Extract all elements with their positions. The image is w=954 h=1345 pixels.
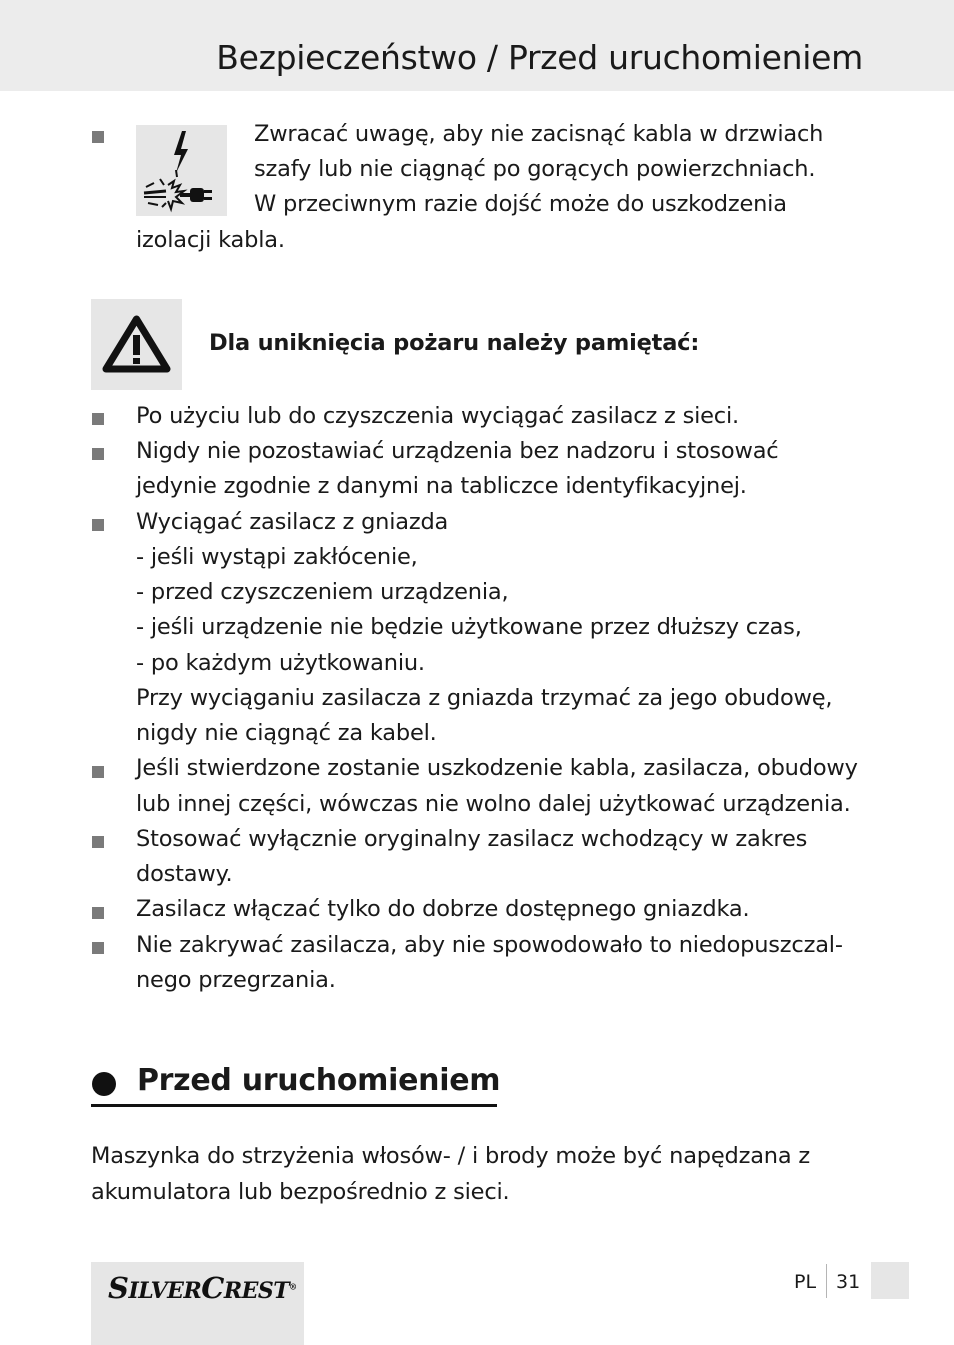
warning-triangle-icon	[91, 299, 182, 390]
electric-cable-damage-icon	[136, 125, 227, 216]
brand-logo-text: SILVERCREST®	[108, 1271, 297, 1305]
bullet-marker	[92, 131, 104, 143]
list-item-line: - jeśli wystąpi zakłócenie,	[136, 544, 418, 570]
footer-tab	[871, 1262, 909, 1299]
list-item-line: Przy wyciąganiu zasilacza z gniazda trzymać za jego obudowę,	[136, 685, 833, 711]
bullet-marker	[92, 907, 104, 919]
section-paragraph-line: akumulatora lub bezpośrednio z sieci.	[91, 1179, 510, 1205]
page-number: 31	[836, 1271, 861, 1293]
bullet-marker	[92, 766, 104, 778]
list-item-line: dostawy.	[136, 861, 233, 887]
list-item-line: Nigdy nie pozostawiać urządzenia bez nadzoru i stosować	[136, 438, 779, 464]
list-item-line: Zasilacz włączać tylko do dobrze dostępnego gniazdka.	[136, 896, 750, 922]
list-item-line: - jeśli urządzenie nie będzie użytkowane przez dłuższy czas,	[136, 614, 802, 640]
footer-divider	[826, 1264, 827, 1298]
cable-warning-line: szafy lub nie ciągnąć po gorących powierzchniach.	[254, 156, 816, 182]
list-item-line: nego przegrzania.	[136, 967, 336, 993]
list-item-line: - przed czyszczeniem urządzenia,	[136, 579, 509, 605]
bullet-marker	[92, 448, 104, 460]
list-item-line: jedynie zgodnie z danymi na tabliczce identyfikacyjnej.	[136, 473, 747, 499]
bullet-marker	[92, 519, 104, 531]
bullet-marker	[92, 836, 104, 848]
list-item-line: Po użyciu lub do czyszczenia wyciągać zasilacz z sieci.	[136, 403, 739, 429]
list-item-line: Nie zakrywać zasilacza, aby nie spowodowało to niedopuszczal-	[136, 932, 843, 958]
section-paragraph-line: Maszynka do strzyżenia włosów- / i brody może być napędzana z	[91, 1143, 810, 1169]
header-band	[0, 0, 954, 91]
bullet-marker	[92, 942, 104, 954]
fire-warning-heading: Dla uniknięcia pożaru należy pamiętać:	[209, 330, 700, 356]
cable-warning-line: izolacji kabla.	[136, 227, 285, 253]
section-title: Przed uruchomieniem	[137, 1063, 501, 1098]
list-item-line: Jeśli stwierdzone zostanie uszkodzenie kabla, zasilacza, obudowy	[136, 755, 858, 781]
list-item-line: - po każdym użytkowaniu.	[136, 650, 425, 676]
list-item-line: Stosować wyłącznie oryginalny zasilacz wchodzący w zakres	[136, 826, 808, 852]
section-underline	[91, 1104, 497, 1107]
brand-logo	[91, 1262, 304, 1345]
cable-warning-line: Zwracać uwagę, aby nie zacisnąć kabla w drzwiach	[254, 121, 824, 147]
list-item-line: nigdy nie ciągnąć za kabel.	[136, 720, 437, 746]
page-title: Bezpieczeństwo / Przed uruchomieniem	[216, 38, 863, 77]
cable-warning-line: W przeciwnym razie dojść może do uszkodzenia	[254, 191, 787, 217]
list-item-line: lub innej części, wówczas nie wolno dalej użytkować urządzenia.	[136, 791, 851, 817]
section-bullet	[92, 1072, 116, 1096]
list-item-line: Wyciągać zasilacz z gniazda	[136, 509, 449, 535]
language-code: PL	[794, 1271, 817, 1293]
bullet-marker	[92, 413, 104, 425]
